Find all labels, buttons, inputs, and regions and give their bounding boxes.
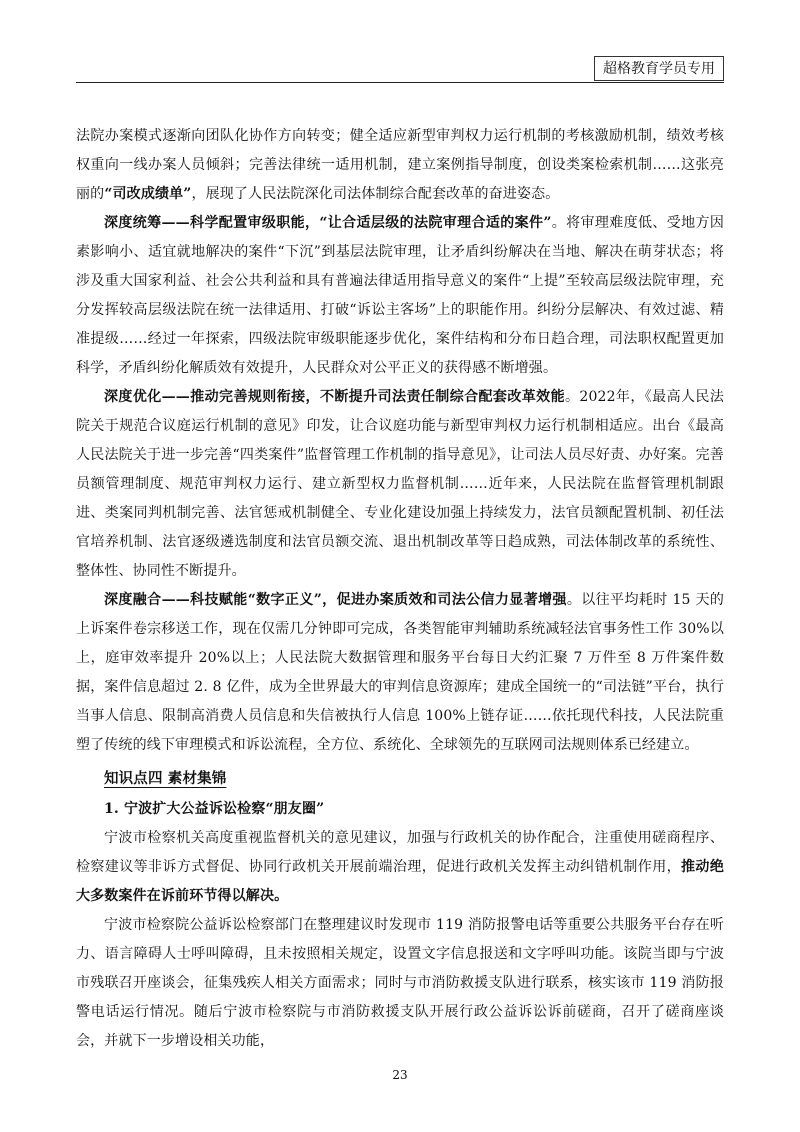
paragraph-5 xyxy=(76,824,724,911)
paragraph-2 xyxy=(76,209,724,383)
paragraph-6: 宁波市检察院公益诉讼检察部门在整理建议时发现市 119 消防报警电话等重要公共服务平台存在听力、语言障碍人士呼叫障碍，且未按照相关规定，设置文字信息报送和文字呼叫功能。该院当即与宁波市残联召开座谈会，征集残疾人相关方面需求；同时与市消防救援支队进行联系，核实该市 119 消防报警电话运行情况。随后宁波市检察院与市消防救援支队开展行政公益诉讼诉前磋商，召开了磋商座谈会，并就下一步增设相关功能， xyxy=(76,917,724,1049)
paragraph-1 xyxy=(76,122,724,209)
page-number: 23 xyxy=(392,1068,408,1082)
document-body xyxy=(76,122,724,1056)
sub-title: 1. 宁波扩大公益诉讼检察“朋友圈” xyxy=(104,801,325,817)
paragraph-3-heading: 深度优化——推动完善规则衔接，不断提升司法责任制综合配套改革效能 xyxy=(104,389,566,405)
paragraph-2-text: 。将审理难度低、受地方因素影响小、适宜就地解决的案件“下沉”到基层法院审理，让矛盾纠纷解决在当地、解决在萌芽状态；将涉及重大国家利益、社会公共利益和具有普遍法律适用指导意义的案件“上提”至较高层级法院审理，充分发挥较高层级法院在统一法律适用、打破“诉讼主客场”上的职能作用。纠纷分层解决、有效过滤、精准提级……经过一年探索，四级法院审级职能逐步优化，案件结构和分布日趋合理，司法职权配置更加科学，矛盾纠纷化解质效有效提升，人民群众对公平正义的获得感不断增强。 xyxy=(76,215,724,376)
paragraph-3 xyxy=(76,383,724,586)
paragraph-4 xyxy=(76,586,724,760)
paragraph-1-text-a: 法院办案模式逐渐向团队化协作方向转变；健全适应新型审判权力运行机制的考核激励机制，绩效考核权重向一线办案人员倾斜；完善法律统一适用机制，建立案例指导制度，创设类案检索机制……这张亮丽的 xyxy=(76,128,724,202)
paragraph-4-text: 。以往平均耗时 15 天的上诉案件卷宗移送工作，现在仅需几分钟即可完成，各类智能审判辅助系统减轻法官事务性工作 30%以上，庭审效率提升 20%以上；人民法院大数据管理和服务平台每日大约汇聚 7 万件至 8 万件案件数据，案件信息超过 2. 8 亿件，成为全世界最大的审判信息资源库；建成全国统一的“司法链”平台，执行当事人信息、限制高消费人员信息和失信被执行人信息 100%上链存证……依托现代科技，人民法院重塑了传统的线下审理模式和诉讼流程，全方位、系统化、全球领先的互联网司法规则体系已经建立。 xyxy=(76,592,724,753)
section-title: 知识点四 素材集锦 xyxy=(104,770,227,787)
header-divider xyxy=(76,82,724,83)
paragraph-3-text: 。2022年，《最高人民法院关于规范合议庭运行机制的意见》印发，让合议庭功能与新型审判权力运行机制相适应。出台《最高人民法院关于进一步完善“四类案件”监督管理工作机制的指导意见》，让司法人员尽好责、办好案。完善员额管理制度、规范审判权力运行、建立新型权力监督机制……近年来，人民法院在监督管理机制跟进、类案同判机制完善、法官惩戒机制健全、专业化建设加强上持续发力，法官员额配置机制、初任法官培养机制、法官逐级遴选制度和法官员额交流、退出机制改革等日趋成熟，司法体制改革的系统性、整体性、协同性不断提升。 xyxy=(76,389,724,579)
paragraph-1-text-c: ，展现了人民法院深化司法体制综合配套改革的奋进姿态。 xyxy=(191,186,560,202)
header-tag: 超格教育学员专用 xyxy=(594,56,724,81)
paragraph-5-text: 宁波市检察机关高度重视监督机关的意见建议，加强与行政机关的协作配合，注重使用磋商程序、检察建议等非诉方式督促、协同行政机关开展前端治理，促进行政机关发挥主动纠错机制作用， xyxy=(76,830,724,875)
paragraph-5-bold: 推动绝大多数案件在诉前环节得以解决。 xyxy=(76,859,724,904)
paragraph-4-heading: 深度融合——科技赋能“数字正义”，促进办案质效和司法公信力显著增强 xyxy=(104,592,567,608)
paragraph-1-bold: “司改成绩单” xyxy=(104,186,192,202)
paragraph-2-heading: 深度统筹——科学配置审级职能，“让合适层级的法院审理合适的案件” xyxy=(104,215,552,231)
